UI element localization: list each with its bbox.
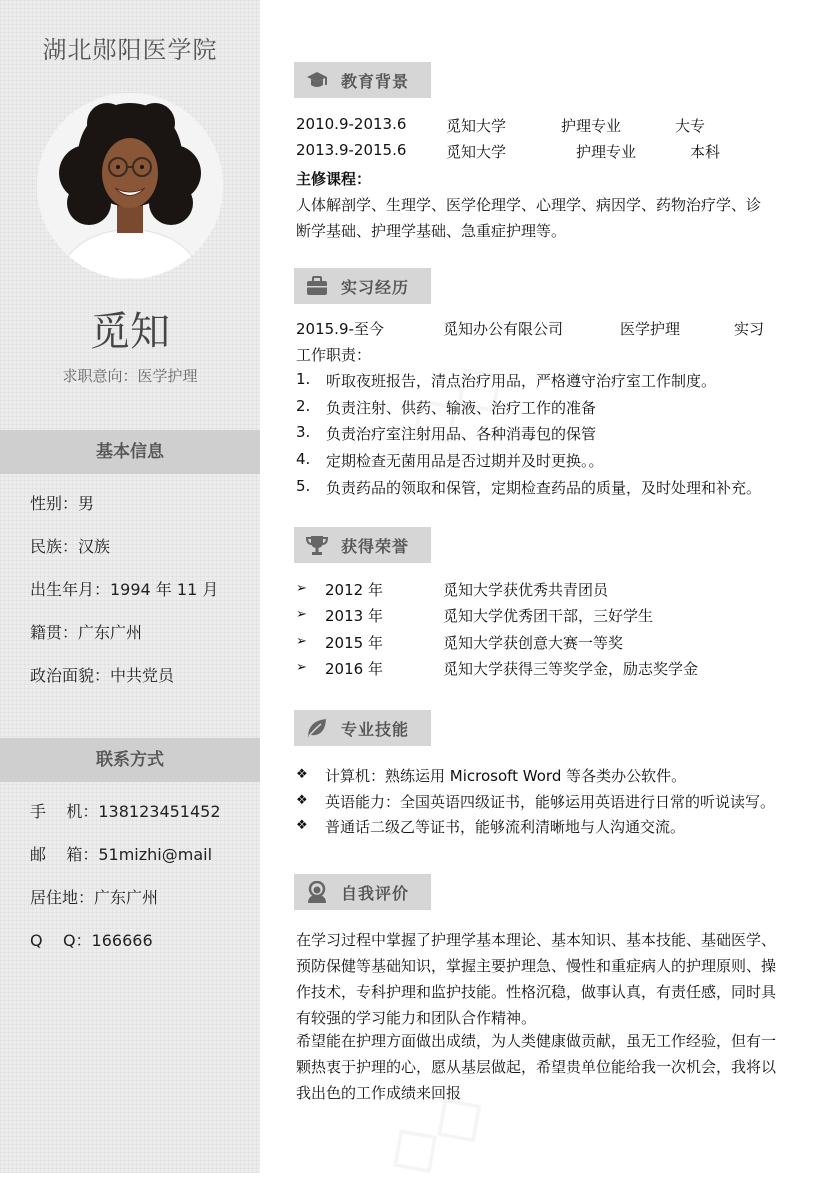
edu-major: 护理专业 [576, 143, 637, 161]
duty-item: 定期检查无菌用品是否过期并及时更换。。 [326, 452, 604, 470]
duty-item: 负责注射、供药、输液、治疗工作的准备 [326, 399, 597, 417]
basic-hometown: 籍贯：广东广州 [30, 623, 143, 642]
edu-degree: 本科 [690, 143, 721, 161]
basic-birth: 出生年月：1994 年 11 月 [30, 580, 219, 599]
arrow-bullet-icon: ➢ [296, 634, 307, 649]
honor-year: 2013 年 [325, 607, 383, 625]
contact-email: 邮 箱：51mizhi@mail [30, 845, 213, 864]
intern-field: 医学护理 [620, 320, 681, 338]
honor-text: 觅知大学获优秀共青团员 [443, 581, 609, 599]
duty-number: 4. [296, 450, 311, 468]
contact-qq: Q Q：166666 [30, 931, 153, 950]
courses-label: 主修课程： [296, 170, 372, 188]
duty-item: 负责药品的领取和保管，定期检查药品的质量，及时处理和补充。 [326, 479, 762, 497]
arrow-bullet-icon: ➢ [296, 607, 307, 622]
briefcase-icon [304, 274, 330, 298]
skill-item: 普通话二级乙等证书，能够流利清晰地与人沟通交流。 [325, 818, 686, 836]
leaf-icon [304, 716, 330, 740]
sidebar [0, 0, 260, 1173]
duty-item: 负责治疗室注射用品、各种消毒包的保管 [326, 425, 597, 443]
diamond-bullet-icon: ❖ [296, 767, 308, 782]
self-eval-header: 自我评价 [294, 874, 431, 910]
intern-date: 2015.9-至今 [296, 320, 384, 338]
honor-year: 2015 年 [325, 634, 383, 652]
contact-address: 居住地：广东广州 [30, 888, 159, 907]
diamond-bullet-icon: ❖ [296, 793, 308, 808]
honor-text: 觅知大学优秀团干部，三好学生 [443, 607, 654, 625]
duty-item: 听取夜班报告，清点治疗用品，严格遵守治疗室工作制度。 [326, 372, 717, 390]
duties-label: 工作职责： [296, 346, 372, 364]
contact-phone: 手 机：138123451452 [30, 802, 221, 821]
self-eval-paragraph: 希望能在护理方面做出成绩，为人类健康做贡献，虽无工作经验，但有一颗热衷于护理的心，愿从基层做起，希望贵单位能给我一次机会，我将以我出色的工作成绩来回报 [296, 1032, 777, 1102]
courses-line: 断学基础、护理学基础、急重症护理等。 [296, 222, 567, 240]
basic-ethnicity: 民族：汉族 [30, 537, 111, 556]
skill-item: 英语能力：全国英语四级证书，能够运用英语进行日常的听说读写。 [325, 793, 776, 811]
edu-school: 觅知大学 [446, 117, 507, 135]
intern-role: 实习 [734, 320, 765, 338]
honor-text: 觅知大学获得三等奖学金，励志奖学金 [443, 660, 699, 678]
self-eval-paragraph: 在学习过程中掌握了护理学基本理论、基本知识、基本技能、基础医学、预防保健等基础知识，掌握主要护理急、慢性和重症病人的护理原则、操作技术，专科护理和监护技能。性格沉稳，做事认真，有责任感，同时具有较强的学习能力和团队合作精神。 [296, 931, 777, 1027]
duty-number: 5. [296, 477, 311, 495]
duty-number: 2. [296, 397, 311, 415]
education-header: 教育背景 [294, 62, 431, 98]
diamond-bullet-icon: ❖ [296, 818, 308, 833]
basic-political: 政治面貌：中共党员 [30, 666, 175, 685]
edu-major: 护理专业 [561, 117, 622, 135]
skills-header: 专业技能 [294, 710, 431, 746]
person-name: 觅知 [90, 309, 170, 355]
job-intent: 求职意向：医学护理 [62, 367, 198, 385]
arrow-bullet-icon: ➢ [296, 660, 307, 675]
profile-photo [37, 93, 223, 279]
intern-company: 觅知办公有限公司 [443, 320, 564, 338]
duty-number: 3. [296, 423, 311, 441]
courses-line: 人体解剖学、生理学、医学伦理学、心理学、病因学、药物治疗学、诊 [296, 196, 762, 214]
edu-degree: 大专 [675, 117, 706, 135]
basic-info-title: 基本信息 [0, 430, 260, 474]
honor-year: 2016 年 [325, 660, 383, 678]
arrow-bullet-icon: ➢ [296, 581, 307, 596]
internship-header: 实习经历 [294, 268, 431, 304]
honor-year: 2012 年 [325, 581, 383, 599]
contact-title: 联系方式 [0, 738, 260, 782]
honor-text: 觅知大学获创意大赛一等奖 [443, 634, 624, 652]
skill-item: 计算机：熟练运用 Microsoft Word 等各类办公软件。 [325, 767, 687, 785]
graduation-icon [304, 68, 330, 92]
person-icon [304, 880, 330, 904]
edu-date: 2013.9-2015.6 [296, 141, 407, 159]
honors-header: 获得荣誉 [294, 527, 431, 563]
edu-school: 觅知大学 [446, 143, 507, 161]
basic-gender: 性别：男 [30, 494, 95, 513]
trophy-icon [304, 533, 330, 557]
school-name: 湖北郧阳医学院 [42, 36, 218, 64]
duty-number: 1. [296, 370, 311, 388]
edu-date: 2010.9-2013.6 [296, 115, 407, 133]
